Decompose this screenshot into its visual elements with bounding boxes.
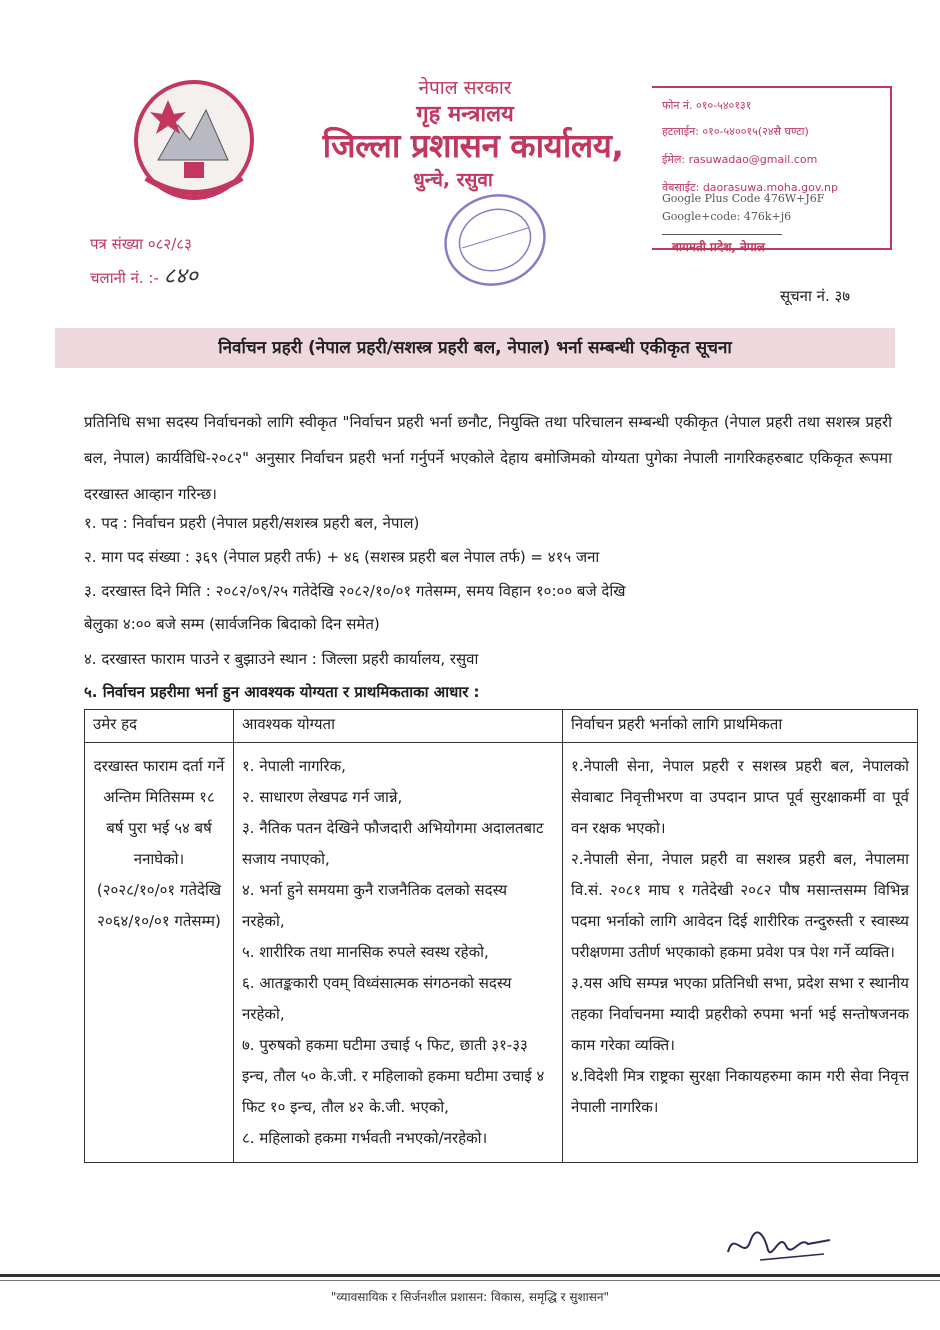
table-header-row [85,710,918,743]
qualification-item: ३. नैतिक पतन देखिने फौजदारी अभियोगमा अदालतबाट सजाय नपाएको, [242,819,544,868]
office-location: धुन्चे, रसुवा [413,169,493,191]
office-name: जिल्ला प्रशासन कार्यालय, [322,126,624,165]
qualification-item: ६. आतङ्ककारी एवम् विध्वंसात्मक संगठनको सदस्य नरहेको, [242,974,512,1023]
header-qualification: आवश्यक योग्यता [234,710,563,743]
notice-title: निर्वाचन प्रहरी (नेपाल प्रहरी/सशस्त्र प्रहरी बल, नेपाल) भर्ना सम्बन्धी एकीकृत सूचना [55,328,895,368]
age-limit-cell: दरखास्त फाराम दर्ता गर्ने अन्तिम मितिसम्म १८ बर्ष पुरा भई ५४ बर्ष ननाघेको। (२०२८/१०/०१ गतेदेखि २०६४/१०/०१ गतेसम्म) [85,743,234,1163]
header-age-limit: उमेर हद [85,710,234,743]
notice-number: सूचना नं. ३७ [780,287,851,305]
footer-rule-thick [0,1274,940,1277]
qualification-item: २. साधारण लेखपढ गर्न जान्ने, [242,788,403,806]
website-link[interactable]: वेबसाईट: daorasuwa.moha.gov.np [662,181,838,194]
dispatch-number: ८४० [163,264,198,289]
point-application-date: ३. दरखास्त दिने मिति : २०८२/०९/२५ गतेदेखि २०८२/१०/०१ गतेसम्म, समय विहान १०:०० बजे देखि [84,582,626,600]
letter-number: पत्र संख्या ०८२/८३ [90,235,192,253]
qualification-cell [234,743,563,1163]
email-address[interactable]: ईमेल: rasuwadao@gmail.com [662,153,818,166]
point-vacancies: २. माग पद संख्या : ३६९ (नेपाल प्रहरी तर्फ) + ४६ (सशस्त्र प्रहरी बल नेपाल तर्फ) = ४१५ जना [84,548,600,566]
qualification-item: ८. महिलाको हकमा गर्भवती नभएको/नरहेको। [242,1129,488,1147]
officer-signature [720,1220,840,1270]
priority-item: ४.विदेशी मित्र राष्ट्रका सुरक्षा निकायहरुमा काम गरी सेवा निवृत्त नेपाली नागरिक। [571,1067,909,1116]
office-seal-stamp [440,190,550,290]
phone-number: फोन नं. ०१०-५४०१३१ [662,99,752,112]
qualification-item: ५. शारीरिक तथा मानसिक रुपले स्वस्थ रहेको, [242,943,489,961]
footer-slogan: "व्यावसायिक र सिर्जनशील प्रशासन: विकास, समृद्धि र सुशासन" [330,1290,610,1304]
intro-paragraph: प्रतिनिधि सभा सदस्य निर्वाचनको लागि स्वीकृत "निर्वाचन प्रहरी भर्ना छनौट, नियुक्ति तथा परिचालन सम्बन्धी एकीकृत (नेपाल प्रहरी तथा सशस्त्र प्रहरी बल, नेपाल) कार्यविधि-२०८२" अनुसार निर्वाचन प्रहरी भर्ना गर्नुपर्ने भएकोले देहाय बमोजिमको योग्यता पुगेका नेपाली नागरिकहरुबाट एकिकृत रूपमा दरखास्त आव्हान गरिन्छ। [84,413,892,503]
priority-item: २.नेपाली सेना, नेपाल प्रहरी वा सशस्त्र प्रहरी बल, नेपालमा वि.सं. २०८१ माघ १ गतेदेखी २०८२ पौष मसान्तसम्म विभिन्न पदमा भर्नाको लागि आवेदन दिई शारीरिक तन्दुरुस्ती र स्वास्थ्य परीक्षणमा उतीर्ण भएकाको हकमा प्रवेश पत्र पेश गर्ने व्यक्ति। [571,850,909,961]
header-priority: निर्वाचन प्रहरी भर्नाको लागि प्राथमिकता [563,710,918,743]
dispatch-number-row [90,260,198,290]
qualification-table [84,709,918,1163]
qualification-item: ७. पुरुषको हकमा घटीमा उचाई ५ फिट, छाती ३१-३३ इन्च, तौल ५० के.जी. र महिलाको हकमा घटीमा उचाई ४ फिट १० इन्च, तौल ४२ के.जी. भएको, [242,1036,545,1116]
contact-divider [662,234,782,235]
ministry-name: गृह मन्त्रालय [416,102,514,127]
province-name: बागमती प्रदेश, नेपाल [672,240,765,254]
google-plus-code: Google Plus Code 476W+J6F [662,192,825,205]
contact-box [652,86,892,250]
qualification-item: ४. भर्ना हुने समयमा कुनै राजनैतिक दलको सदस्य नरहेको, [242,881,508,930]
hotline-number: हटलाईन: ०१०-५४००१५(२४सै घण्टा) [662,125,809,138]
point-application-place: ४. दरखास्त फाराम पाउने र बुझाउने स्थान : जिल्ला प्रहरी कार्यालय, रसुवा [84,650,479,668]
point-post: १. पद : निर्वाचन प्रहरी (नेपाल प्रहरी/सशस्त्र प्रहरी बल, नेपाल) [84,514,420,532]
google-code: Google+code: 476k+j6 [662,210,792,223]
point-application-time: बेलुका ४:०० बजे सम्म (सार्वजनिक बिदाको दिन समेत) [84,615,380,633]
table-row [85,743,918,1163]
priority-item: १.नेपाली सेना, नेपाल प्रहरी र सशस्त्र प्रहरी बल, नेपालको सेवाबाट निवृत्तीभरण वा उपदान प्राप्त पूर्व सुरक्षाकर्मी वा पूर्व वन रक्षक भएको। [571,757,909,837]
nepal-emblem-icon [128,70,260,210]
priority-cell [563,743,918,1163]
priority-item: ३.यस अघि सम्पन्न भएका प्रतिनिधी सभा, प्रदेश सभा र स्थानीय तहका निर्वाचनमा म्यादी प्रहरीको रुपमा भर्ना भई सन्तोषजनक काम गरेका व्यक्ति। [571,974,909,1054]
qualification-item: १. नेपाली नागरिक, [242,757,346,775]
footer-rule-thin [0,1280,940,1281]
point-qualification-heading: ५. निर्वाचन प्रहरीमा भर्ना हुन आवश्यक योग्यता र प्राथमिकताका आधार : [84,683,480,701]
dispatch-label: चलानी नं. :- [90,269,159,287]
government-name: नेपाल सरकार [418,77,512,99]
